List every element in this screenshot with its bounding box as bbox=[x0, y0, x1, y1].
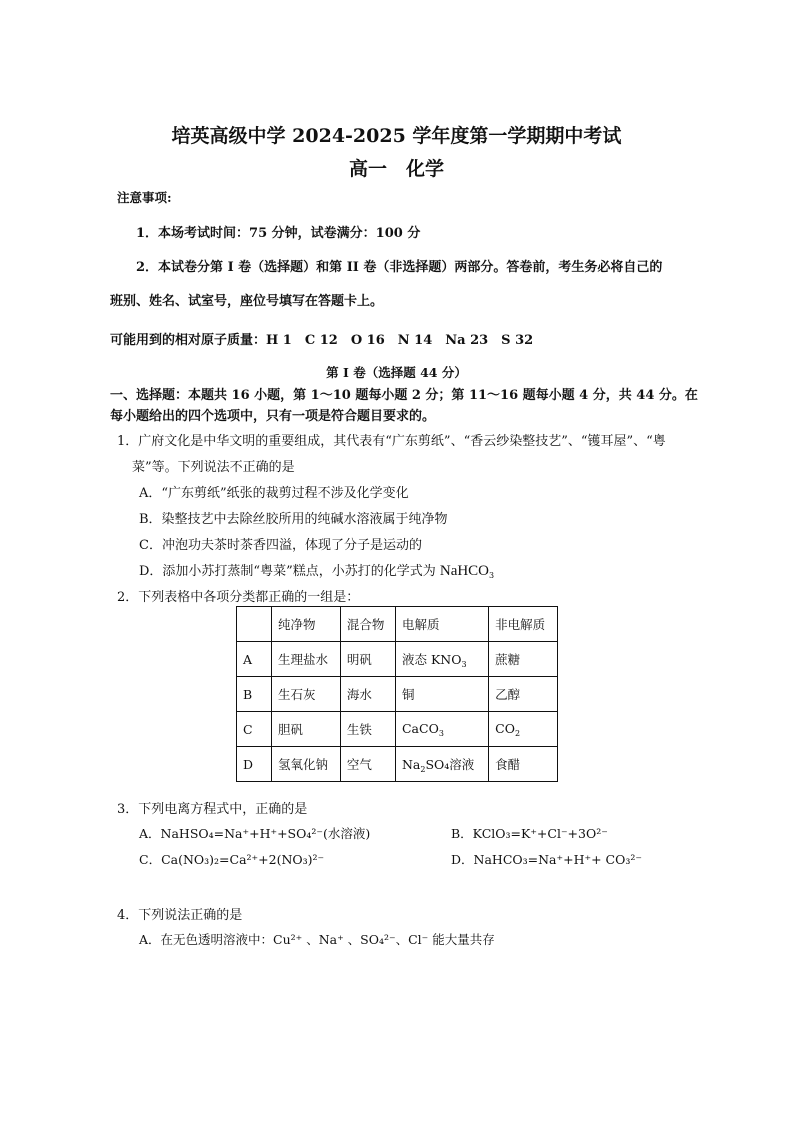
table-header-cell: 纯净物 bbox=[272, 607, 341, 642]
q1-option-b: B．染整技艺中去除丝胶所用的纯碱水溶液属于纯净物 bbox=[139, 512, 448, 527]
table-cell-tail: SO₄溶液 bbox=[425, 756, 475, 772]
q2-stem: 2．下列表格中各项分类都正确的一组是： bbox=[117, 590, 360, 605]
table-cell: 胆矾 bbox=[272, 712, 341, 747]
table-cell-text: 铜 bbox=[401, 686, 415, 702]
table-cell-text: 乙醇 bbox=[495, 686, 521, 702]
table-cell: 氢氧化钠 bbox=[272, 747, 341, 782]
table-cell: D bbox=[237, 747, 272, 782]
table-cell-sub: 3 bbox=[461, 659, 467, 669]
q1-option-d-sub: 3 bbox=[489, 571, 495, 580]
table-cell bbox=[489, 747, 558, 782]
section-instruction-line1: 一、选择题：本题共 16 小题，第 1～10 题每小题 2 分；第 11～16 题每小题 4 分，共 44 分。在 bbox=[110, 388, 698, 403]
q1-option-a: A．“广东剪纸”纸张的裁剪过程不涉及化学变化 bbox=[139, 486, 409, 501]
q3-option-c: C．Ca(NO₃)₂=Ca²⁺+2(NO₃)²⁻ bbox=[139, 852, 325, 867]
q3-stem: 3．下列电离方程式中，正确的是 bbox=[117, 802, 308, 817]
q3-option-a: A．NaHSO₄=Na⁺+H⁺+SO₄²⁻(水溶液) bbox=[139, 826, 371, 841]
notice-item-1: 1．本场考试时间：75 分钟，试卷满分：100 分 bbox=[136, 226, 421, 241]
table-cell: C bbox=[237, 712, 272, 747]
notice-heading: 注意事项: bbox=[117, 190, 172, 205]
table-cell: 生石灰 bbox=[272, 677, 341, 712]
q1-stem-line1: 1．广府文化是中华文明的重要组成，其代表有“广东剪纸”、“香云纱染整技艺”、“镬耳屋”、“粤 bbox=[117, 434, 666, 449]
atomic-masses: 可能用到的相对原子质量：H 1 C 12 O 16 N 14 Na 23 S 32 bbox=[110, 333, 534, 348]
table-cell: B bbox=[237, 677, 272, 712]
exam-title: 培英高级中学 2024-2025 学年度第一学期期中考试 bbox=[171, 125, 622, 147]
q1-option-d-formula: NaHCO bbox=[439, 563, 490, 579]
q4-stem: 4．下列说法正确的是 bbox=[117, 908, 243, 923]
table-cell-text: Na bbox=[401, 756, 421, 772]
table-cell-text: 食醋 bbox=[495, 756, 521, 772]
table-row bbox=[237, 747, 558, 782]
table-header-cell: 混合物 bbox=[340, 607, 395, 642]
table-cell: 海水 bbox=[340, 677, 395, 712]
table-cell bbox=[395, 747, 488, 782]
table-cell bbox=[489, 642, 558, 677]
table-cell: A bbox=[237, 642, 272, 677]
q1-option-d-text: D．添加小苏打蒸制“粤菜”糕点，小苏打的化学式为 bbox=[139, 564, 440, 579]
table-cell: 生理盐水 bbox=[272, 642, 341, 677]
q1-stem-line2: 菜”等。下列说法不正确的是 bbox=[132, 460, 295, 475]
table-cell: 明矾 bbox=[340, 642, 395, 677]
table-header-cell bbox=[237, 607, 272, 642]
q3-option-b: B．KClO₃=K⁺+Cl⁻+3O²⁻ bbox=[451, 826, 608, 841]
table-cell-sub: 2 bbox=[514, 728, 521, 738]
table-cell-sub: 2 bbox=[420, 764, 426, 774]
table-cell bbox=[489, 677, 558, 712]
table-cell bbox=[395, 712, 488, 747]
table-cell-text: CO bbox=[495, 720, 515, 736]
classification-table bbox=[236, 606, 558, 782]
table-cell: 生铁 bbox=[340, 712, 395, 747]
table-cell bbox=[395, 677, 488, 712]
table-cell bbox=[489, 712, 558, 747]
table-header-cell: 非电解质 bbox=[489, 607, 558, 642]
table-row bbox=[237, 712, 558, 747]
table-cell: 空气 bbox=[340, 747, 395, 782]
section-title: 第 I 卷（选择题 44 分） bbox=[326, 365, 467, 380]
q3-option-d: D．NaHCO₃=Na⁺+H⁺+ CO₃²⁻ bbox=[451, 852, 642, 867]
q1-option-c: C．冲泡功夫茶时茶香四溢，体现了分子是运动的 bbox=[139, 538, 422, 553]
table-cell-sub: 3 bbox=[438, 728, 444, 738]
table-header-cell: 电解质 bbox=[395, 607, 488, 642]
notice-item-2-line1: 2．本试卷分第 I 卷（选择题）和第 II 卷（非选择题）两部分。答卷前，考生务必将自己的 bbox=[136, 260, 663, 275]
exam-subtitle: 高一 化学 bbox=[348, 158, 444, 180]
table-header-row bbox=[237, 607, 558, 642]
section-instruction-line2: 每小题给出的四个选项中，只有一项是符合题目要求的。 bbox=[110, 409, 436, 424]
q1-option-d bbox=[139, 560, 494, 580]
table-cell bbox=[395, 642, 488, 677]
q4-option-a: A．在无色透明溶液中：Cu²⁺ 、Na⁺ 、SO₄²⁻、Cl⁻ 能大量共存 bbox=[139, 932, 495, 947]
table-row bbox=[237, 677, 558, 712]
table-cell-text: 蔗糖 bbox=[495, 651, 521, 667]
notice-item-2-line2: 班别、姓名、试室号，座位号填写在答题卡上。 bbox=[110, 294, 384, 309]
table-row bbox=[237, 642, 558, 677]
table-cell-text: 液态 KNO bbox=[401, 651, 462, 667]
table-cell-text: CaCO bbox=[401, 720, 439, 736]
